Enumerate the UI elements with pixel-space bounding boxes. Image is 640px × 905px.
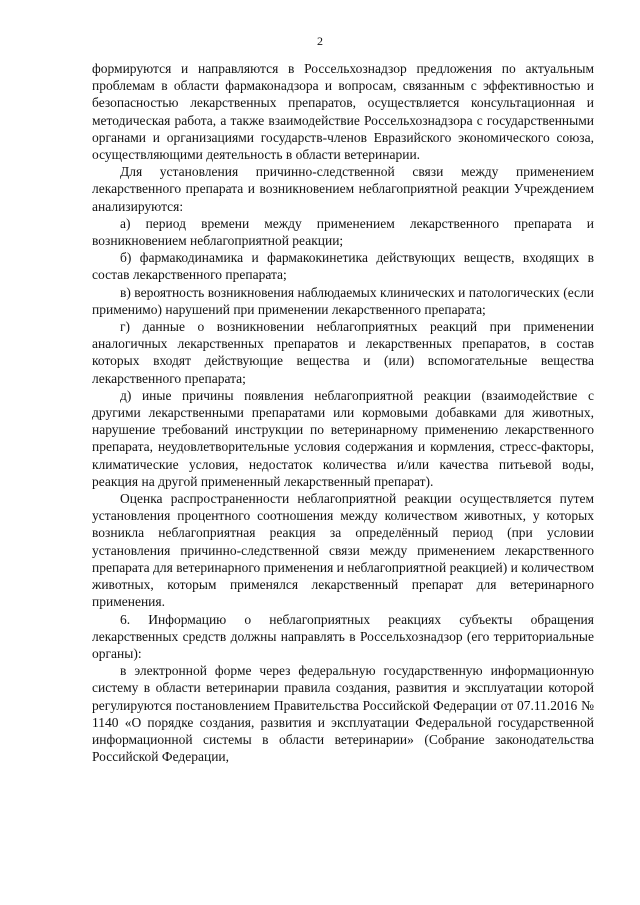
- list-item-a: а) период времени между применением лекарственного препарата и возникновением неблагоприятной реакции;: [92, 215, 594, 249]
- list-item-d: д) иные причины появления неблагоприятной реакции (взаимодействие с другими лекарственными препаратами или кормовыми добавками для животных, нарушение требований инструкции по ветеринарному применению лекарственного препарата, неудовлетворительные условия содержания и кормления, стресс-факторы, климатические условия, недостаток количества и/или качества питьевой воды, реакция на другой примененный лекарственный препарат).: [92, 387, 594, 489]
- list-item-b: б) фармакодинамика и фармакокинетика действующих веществ, входящих в состав лекарственного препарата;: [92, 250, 594, 283]
- document-body: [92, 60, 594, 765]
- paragraph-causality-analysis: Для установления причинно-следственной связи между применением лекарственного препарата и возникновением неблагоприятной реакции Учреждением анализируются:: [92, 164, 594, 214]
- page-number: 2: [317, 34, 323, 48]
- paragraph-section-6: 6. Информацию о неблагоприятных реакциях субъекты обращения лекарственных средств должны направлять в Россельхознадзор (его территориальные органы):: [92, 611, 594, 661]
- list-item-v: в) вероятность возникновения наблюдаемых клинических и патологических (если применимо) нарушений при применении лекарственного препарата;: [92, 284, 594, 317]
- paragraph-prevalence-assessment: Оценка распространенности неблагоприятной реакции осуществляется путем установления процентного соотношения между количеством животных, у которых возникла неблагоприятная реакция за определённый период (при условии установления причинно-следственной связи между применением лекарственного препарата для ветеринарного применения и неблагоприятной реакцией) и количеством животных, которым применялся лекарственный препарат для ветеринарного применения.: [92, 491, 594, 610]
- paragraph-intro-continuation: формируются и направляются в Россельхознадзор предложения по актуальным проблемам в области фармаконадзора и вопросам, связанным с эффективностью и безопасностью лекарственных препаратов, осуществляется консультационная и методическая работа, а также взаимодействие Россельхознадзора с государственными органами и организациями государств-членов Евразийского экономического союза, осуществляющими деятельность в области ветеринарии.: [92, 61, 594, 163]
- list-item-g: г) данные о возникновении неблагоприятных реакций при применении аналогичных лекарственных препаратов и лекарственных препаратов, в состав которых входят действующие вещества и (или) вспомогательные вещества лекарственного препарата;: [92, 319, 594, 386]
- paragraph-electronic-form: в электронной форме через федеральную государственную информационную систему в области ветеринарии правила создания, развития и эксплуатации которой регулируются постановлением Правительства Российской Федерации от 07.11.2016 № 1140 «О порядке создания, развития и эксплуатации Федеральной государственной информационной системы в области ветеринарии» (Собрание законодательства Российской Федерации,: [92, 663, 594, 765]
